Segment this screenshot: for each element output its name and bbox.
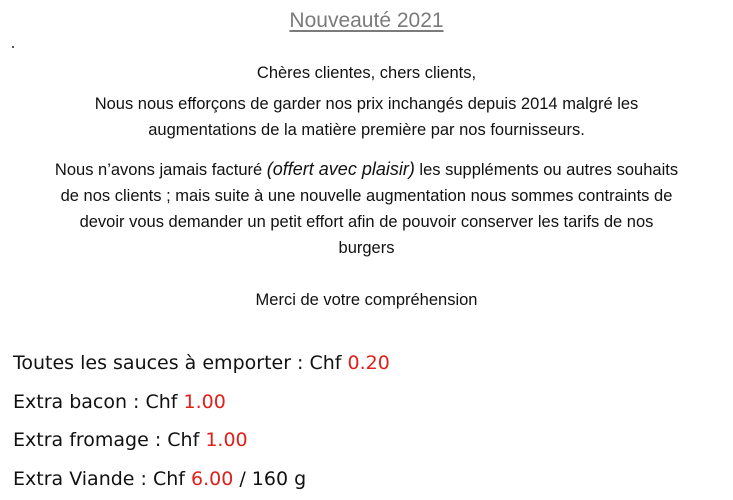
paragraph-text: Nous n’avons jamais facturé (55, 161, 267, 179)
paragraph-extras-notice (0, 156, 733, 261)
paragraph-line (0, 156, 733, 183)
paragraph-line: augmentations de la matière première par nos fournisseurs. (0, 117, 733, 143)
price-amount: 6.00 (191, 468, 233, 490)
price-line (13, 352, 390, 374)
price-line (13, 429, 248, 451)
price-amount: 0.20 (348, 352, 390, 374)
price-amount: 1.00 (184, 391, 226, 413)
price-label: Extra Viande : Chf (13, 468, 191, 490)
thanks-message: Merci de votre compréhension (0, 287, 733, 313)
paragraph-text: les suppléments ou autres souhaits (415, 161, 678, 179)
price-label: Extra fromage : Chf (13, 429, 205, 451)
price-row-sauces (13, 346, 713, 385)
price-row-bacon (13, 385, 713, 424)
price-row-meat (13, 462, 713, 500)
page-title: Nouveauté 2021 (0, 9, 733, 33)
price-line (13, 391, 226, 413)
paragraph-line: de nos clients ; mais suite à une nouvelle augmentation nous sommes contraints de (0, 183, 733, 209)
paragraph-line: burgers (0, 235, 733, 261)
price-line (13, 468, 306, 490)
stray-dot (12, 46, 14, 48)
paragraph-line: devoir vous demander un petit effort afin de pouvoir conserver les tarifs de nos (0, 209, 733, 235)
price-amount: 1.00 (205, 429, 247, 451)
paragraph-prices-unchanged (0, 91, 733, 143)
price-label: Toutes les sauces à emporter : Chf (13, 352, 348, 374)
price-label: Extra bacon : Chf (13, 391, 184, 413)
greeting: Chères clientes, chers clients, (0, 60, 733, 86)
paragraph-line: Nous nous efforçons de garder nos prix inchangés depuis 2014 malgré les (0, 91, 733, 117)
price-row-cheese (13, 423, 713, 462)
price-suffix: / 160 g (233, 468, 306, 490)
emphasis-text: (offert avec plaisir) (267, 159, 415, 179)
price-list (13, 346, 713, 500)
